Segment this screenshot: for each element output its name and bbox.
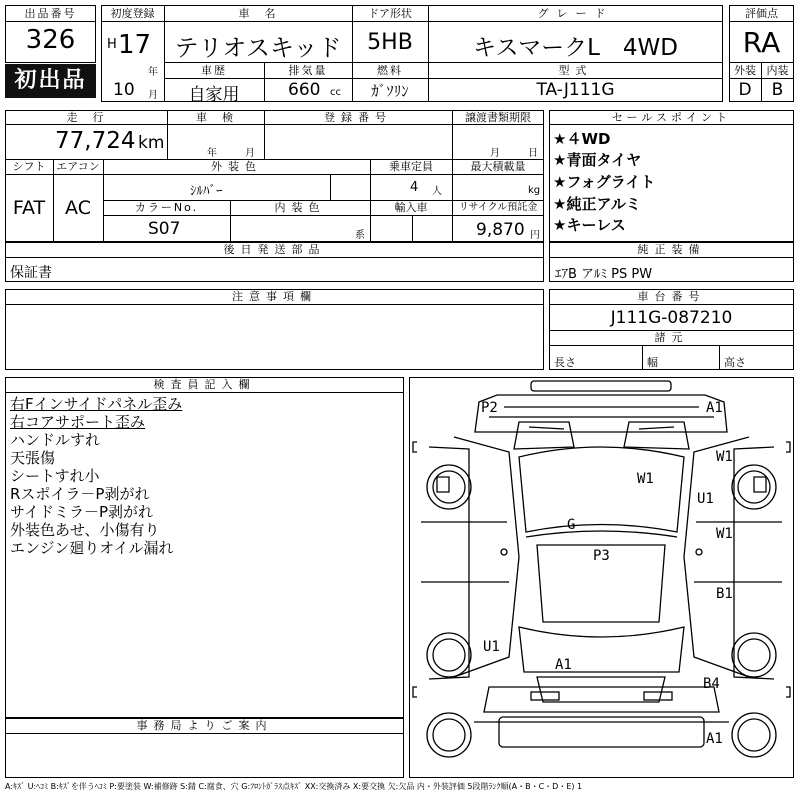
chassis-label: 車台番号 — [637, 290, 706, 303]
divider — [452, 110, 453, 242]
divider — [5, 257, 544, 258]
damage-mark: A1 — [706, 400, 723, 416]
transfer-doc-label: 譲渡書類期限 — [465, 111, 531, 124]
divider — [330, 174, 331, 200]
first-reg-label: 初度登録 — [110, 7, 155, 20]
damage-mark: W1 — [637, 471, 654, 487]
office-label: 事務局よりご案内 — [136, 719, 273, 732]
divider — [549, 124, 794, 125]
recycle-label: リサイクル預託金 — [458, 202, 538, 213]
divider — [101, 21, 723, 22]
damage-mark: B4 — [703, 676, 720, 692]
divider — [549, 345, 794, 346]
notes-label: 注意事項欄 — [232, 290, 317, 303]
damage-mark: B1 — [716, 586, 733, 602]
mileage-label: 走 行 — [66, 111, 106, 124]
sales-point-item: ★フォグライト — [553, 173, 656, 191]
lot-no: 326 — [25, 25, 76, 55]
parts-label: 後日発送部品 — [223, 243, 326, 256]
door-type: 5HB — [367, 30, 413, 55]
divider — [5, 124, 544, 125]
score: RA — [742, 26, 781, 59]
car-diagram — [409, 377, 794, 778]
damage-mark: W1 — [716, 526, 733, 542]
divider — [412, 215, 413, 242]
model-label: 型式 — [558, 64, 593, 77]
transfer-day-unit: 日 — [528, 148, 538, 159]
car-name-label: 車 名 — [238, 7, 278, 20]
history: 自家用 — [188, 85, 240, 105]
inspector-note: 外装色あせ、小傷有り — [10, 521, 160, 539]
displacement-unit: cc — [330, 87, 341, 98]
divider — [719, 345, 720, 370]
door-label: ドア形状 — [368, 7, 412, 20]
fuel-label: 燃料 — [377, 64, 403, 77]
divider — [5, 21, 96, 22]
year-unit: 年 — [148, 67, 158, 78]
divider — [642, 345, 643, 370]
color-no: S07 — [148, 219, 181, 239]
import-label: 輸入車 — [394, 201, 428, 214]
interior-grade: B — [771, 80, 784, 100]
fuel: ｶﾞｿﾘﾝ — [371, 82, 409, 100]
ext-color: ｼﾙﾊﾞｰ — [190, 184, 223, 199]
sales-point-item: ★青面タイヤ — [553, 151, 642, 169]
int-color-label: 内装色 — [274, 201, 326, 214]
ext-color-label: 外装色 — [211, 160, 262, 173]
inspector-label: 検査員記入欄 — [153, 378, 256, 391]
sales-points-label: セールスポイント — [611, 111, 731, 124]
damage-mark: G — [567, 517, 576, 533]
divider — [103, 215, 544, 216]
insp-month-unit: 月 — [245, 148, 255, 159]
divider — [5, 392, 404, 393]
dims-label: 諸元 — [654, 331, 689, 344]
chassis-number: J111G-087210 — [610, 308, 733, 328]
divider — [164, 78, 723, 79]
divider — [5, 733, 404, 734]
damage-mark: P2 — [481, 400, 498, 416]
shift: FAT — [12, 197, 46, 219]
sales-point-item: ★４WD — [553, 130, 611, 148]
capacity-label: 乗車定員 — [389, 160, 433, 173]
shift-label: シフト — [12, 160, 46, 173]
reg-year: 17 — [118, 30, 152, 60]
damage-mark: U1 — [697, 491, 714, 507]
inspector-note: ハンドルすれ — [10, 431, 101, 449]
reg-no-label: 登録番号 — [324, 111, 392, 124]
grade: キスマークL 4WD — [473, 35, 678, 61]
score-label: 評価点 — [745, 7, 778, 20]
reg-month: 10 — [113, 80, 135, 100]
damage-mark: U1 — [483, 639, 500, 655]
divider — [549, 257, 794, 258]
displacement: 660 — [288, 80, 321, 100]
recycle-unit: 円 — [530, 230, 540, 241]
sales-point-item: ★キーレス — [553, 216, 626, 234]
load-label: 最大積載量 — [470, 160, 526, 173]
divider — [549, 304, 794, 305]
color-no-label: カラーNo. — [134, 201, 199, 214]
divider — [5, 174, 544, 175]
inspection-label: 車 検 — [196, 111, 235, 124]
inspector-note: Rスポイラ－P剥がれ — [10, 485, 150, 503]
width-label: 幅 — [647, 356, 658, 369]
int-color-unit: 系 — [355, 230, 365, 241]
inspector-note: シートすれ小 — [10, 467, 100, 485]
displacement-label: 排気量 — [288, 64, 328, 77]
divider — [5, 304, 544, 305]
parts-value: 保証書 — [10, 265, 52, 281]
legend: A:ｷｽﾞ U:ﾍｺﾐ B:ｷｽﾞを伴うﾍｺﾐ P:要塗装 W:補修跡 S:錆 C:腐食、穴 G:ﾌﾛﾝﾄｶﾞﾗｽ点ｷｽﾞ XX:交換済み X:要交換 欠:欠品 内・外装評価 5段階ﾗﾝｸ順(A・B・C・D・E) 1 — [5, 782, 583, 791]
length-label: 長さ — [554, 356, 576, 369]
equipment-value: ｴｱB アﾙﾐ PS PW — [555, 267, 653, 282]
history-label: 車歴 — [201, 64, 227, 77]
car-name: テリオスキッド — [174, 34, 342, 62]
damage-mark: A1 — [706, 731, 723, 747]
grade-label: グレード — [537, 7, 614, 20]
interior-label: 内装 — [766, 64, 789, 77]
first-listing-badge: 初出品 — [5, 64, 96, 98]
inspector-note: 天張傷 — [10, 449, 56, 467]
era: H — [107, 37, 117, 52]
equipment-label: 純正装備 — [637, 243, 706, 256]
insp-year-unit: 年 — [207, 148, 217, 159]
model: TA-J111G — [536, 80, 615, 100]
sales-point-item: ★純正アルミ — [553, 195, 641, 213]
damage-mark: P3 — [593, 548, 610, 564]
height-label: 高さ — [724, 356, 746, 369]
mileage-unit: km — [138, 133, 165, 153]
capacity-unit: 人 — [432, 186, 442, 197]
exterior-grade: D — [738, 80, 752, 100]
load-unit: kg — [528, 185, 541, 196]
divider — [729, 21, 794, 22]
damage-mark: A1 — [555, 657, 572, 673]
capacity: 4 — [410, 180, 419, 195]
exterior-label: 外装 — [734, 64, 756, 77]
transfer-month-unit: 月 — [490, 148, 500, 159]
damage-mark: W1 — [716, 449, 733, 465]
inspector-note: 右Fインサイドパネル歪み — [10, 395, 183, 413]
inspector-note: サイドミラ－P剥がれ — [10, 503, 153, 521]
recycle-fee: 9,870 — [476, 220, 525, 240]
mileage: 77,724 — [55, 128, 136, 154]
ac-label: エアコン — [56, 160, 100, 173]
ac: AC — [65, 197, 91, 219]
month-unit: 月 — [148, 90, 158, 101]
lot-no-label: 出品番号 — [24, 7, 77, 20]
inspector-note: 右コアサポート歪み — [10, 413, 146, 431]
inspector-note: エンジン廻りオイル漏れ — [10, 539, 174, 557]
